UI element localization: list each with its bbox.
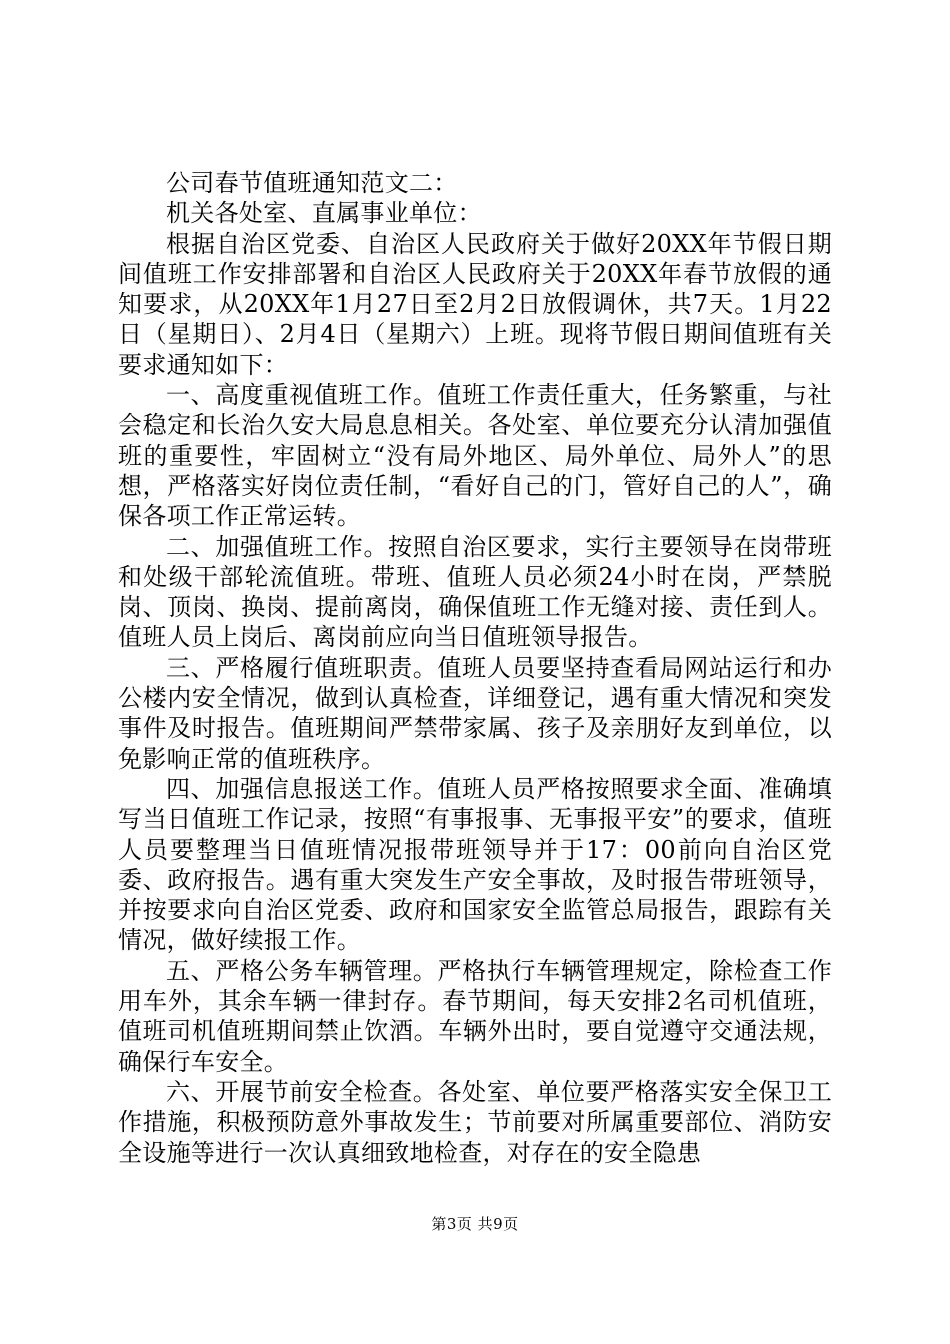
document-title-line: 公司春节值班通知范文二： <box>166 169 458 197</box>
paragraph-2: 二、加强值班工作。按照自治区要求，实行主要领导在岗带班和处级干部轮流值班。带班、值班人员必须24小时在岗，严禁脱岗、顶岗、换岗、提前离岗，确保值班工作无缝对接、责任到人。值班人员上岗后、离岗前应向当日值班领导报告。 <box>118 532 832 652</box>
paragraph-3: 三、严格履行值班职责。值班人员要坚持查看局网站运行和办公楼内安全情况，做到认真检查，详细登记，遇有重大情况和突发事件及时报告。值班期间严禁带家属、孩子及亲朋好友到单位，以免影响正常的值班秩序。 <box>118 653 832 773</box>
paragraph-4: 四、加强信息报送工作。值班人员严格按照要求全面、准确填写当日值班工作记录，按照“有事报事、无事报平安”的要求，值班人员要整理当日值班情况报带班领导并于17：00前向自治区党委、政府报告。遇有重大突发生产安全事故，及时报告带班领导，并按要求向自治区党委、政府和国家安全监管总局报告，跟踪有关情况，做好续报工作。 <box>118 774 832 955</box>
page-number-footer: 第3页 共9页 <box>431 1215 519 1233</box>
paragraph-5: 五、严格公务车辆管理。严格执行车辆管理规定，除检查工作用车外，其余车辆一律封存。春节期间，每天安排2名司机值班，值班司机值班期间禁止饮酒。车辆外出时，要自觉遵守交通法规，确保行车安全。 <box>118 956 832 1076</box>
paragraph-1: 一、高度重视值班工作。值班工作责任重大，任务繁重，与社会稳定和长治久安大局息息相关。各处室、单位要充分认清加强值班的重要性，牢固树立“没有局外地区、局外单位、局外人”的思想，严格落实好岗位责任制，“看好自己的门，管好自己的人”，确保各项工作正常运转。 <box>118 381 832 531</box>
paragraph-intro: 根据自治区党委、自治区人民政府关于做好20XX年节假日期间值班工作安排部署和自治区人民政府关于20XX年春节放假的通知要求，从20XX年1月27日至2月2日放假调休，共7天。1月22日（星期日）、2月4日（星期六）上班。现将节假日期间值班有关要求通知如下： <box>118 229 832 379</box>
document-body <box>118 168 832 1168</box>
salutation: 机关各处室、直属事业单位： <box>166 199 482 228</box>
paragraph-6: 六、开展节前安全检查。各处室、单位要严格落实安全保卫工作措施，积极预防意外事故发生；节前要对所属重要部位、消防安全设施等进行一次认真细致地检查，对存在的安全隐患 <box>118 1077 832 1167</box>
